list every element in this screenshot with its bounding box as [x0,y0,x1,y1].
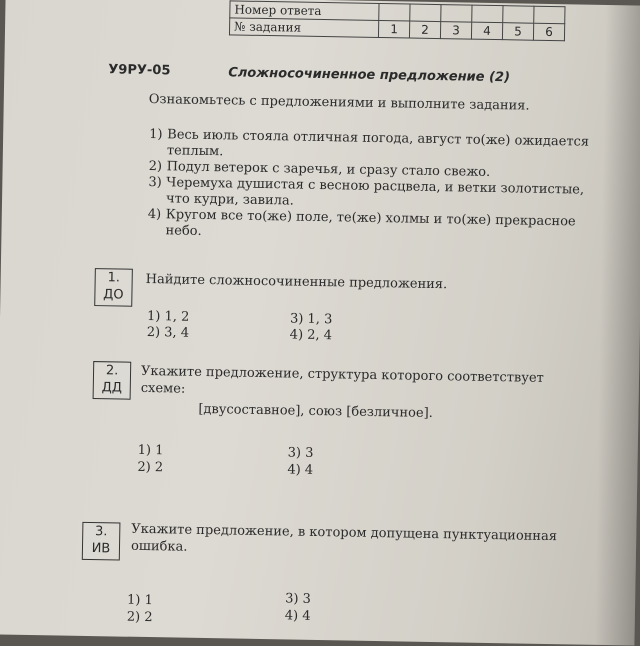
question-2-option-4[interactable]: 4) 4 [287,462,314,478]
answer-cell-1[interactable] [379,3,410,21]
question-3-option-4[interactable]: 4) 4 [284,608,311,624]
task-number: 5 [502,23,533,41]
sentence-number: 2) [148,158,163,175]
question-2-text: Укажите предложение, структура которого соответствует схеме: [140,363,544,397]
question-2-scheme: [двусоставное], союз [безличное]. [198,401,433,421]
sentence-text: Весь июль стояла отличная погода, август то(же) ожидается теплым. [166,127,590,160]
answer-cell-3[interactable] [441,5,472,23]
task-number: 3 [440,22,471,40]
sentence-number: 3) [148,174,162,191]
sentence-text: Черемуха душистая с весною расцвела, и ветки золотистые, что кудри, завила. [165,175,585,209]
question-1-option-3[interactable]: 3) 1, 3 [289,311,333,328]
question-3-text: Укажите предложение, в котором допущена пунктуационная ошибка. [130,521,558,555]
question-1-label-box [94,268,133,307]
question-1-option-2[interactable]: 2) 3, 4 [146,324,190,341]
worksheet-title: Сложносочиненное предложение (2) [228,65,511,86]
sentence-list [147,127,589,247]
question-1-option-1[interactable]: 1) 1, 2 [146,308,190,325]
question-2-option-1[interactable]: 1) 1 [137,442,164,459]
task-number: 4 [471,22,502,40]
sentence-number: 1) [149,126,163,143]
sentence-text: Подул ветерок с заречья, и сразу стало свежо. [166,159,491,180]
instructions: Ознакомьтесь с предложениями и выполните задания. [148,91,530,114]
question-code: ИВ [91,541,111,557]
task-row-label: № задания [229,18,378,38]
page-edge-shadow [594,5,640,646]
question-3-label-box [82,522,121,561]
answer-row-label: Номер ответа [230,1,379,21]
question-3-option-1[interactable]: 1) 1 [126,592,153,609]
task-number: 6 [533,23,564,41]
answer-table [229,0,566,41]
question-number: 3. [94,524,108,540]
question-3-option-2[interactable]: 2) 2 [126,609,153,626]
sentence-text: Кругом все то(же) поле, те(же) холмы и то(же) прекрасное небо. [165,207,576,239]
worksheet-code: У9РУ-05 [108,62,171,79]
question-2-option-3[interactable]: 3) 3 [287,445,314,461]
answer-cell-5[interactable] [503,6,534,24]
task-number: 2 [409,21,440,39]
answer-cell-6[interactable] [534,6,565,24]
question-code: ДД [101,380,123,396]
sentence-number: 4) [147,206,162,223]
answer-cell-4[interactable] [472,5,503,23]
question-code: ДО [103,287,124,303]
question-3-option-3[interactable]: 3) 3 [284,591,312,607]
question-number: 1. [107,270,121,286]
question-1-option-4[interactable]: 4) 2, 4 [289,327,333,344]
question-number: 2. [105,363,119,379]
question-2-label-box [93,361,132,400]
sentence-item [147,207,587,247]
task-number: 1 [378,20,409,38]
question-2-option-2[interactable]: 2) 2 [137,459,164,476]
answer-cell-2[interactable] [410,4,441,22]
question-1-text: Найдите сложносочиненные предложения. [145,271,448,293]
